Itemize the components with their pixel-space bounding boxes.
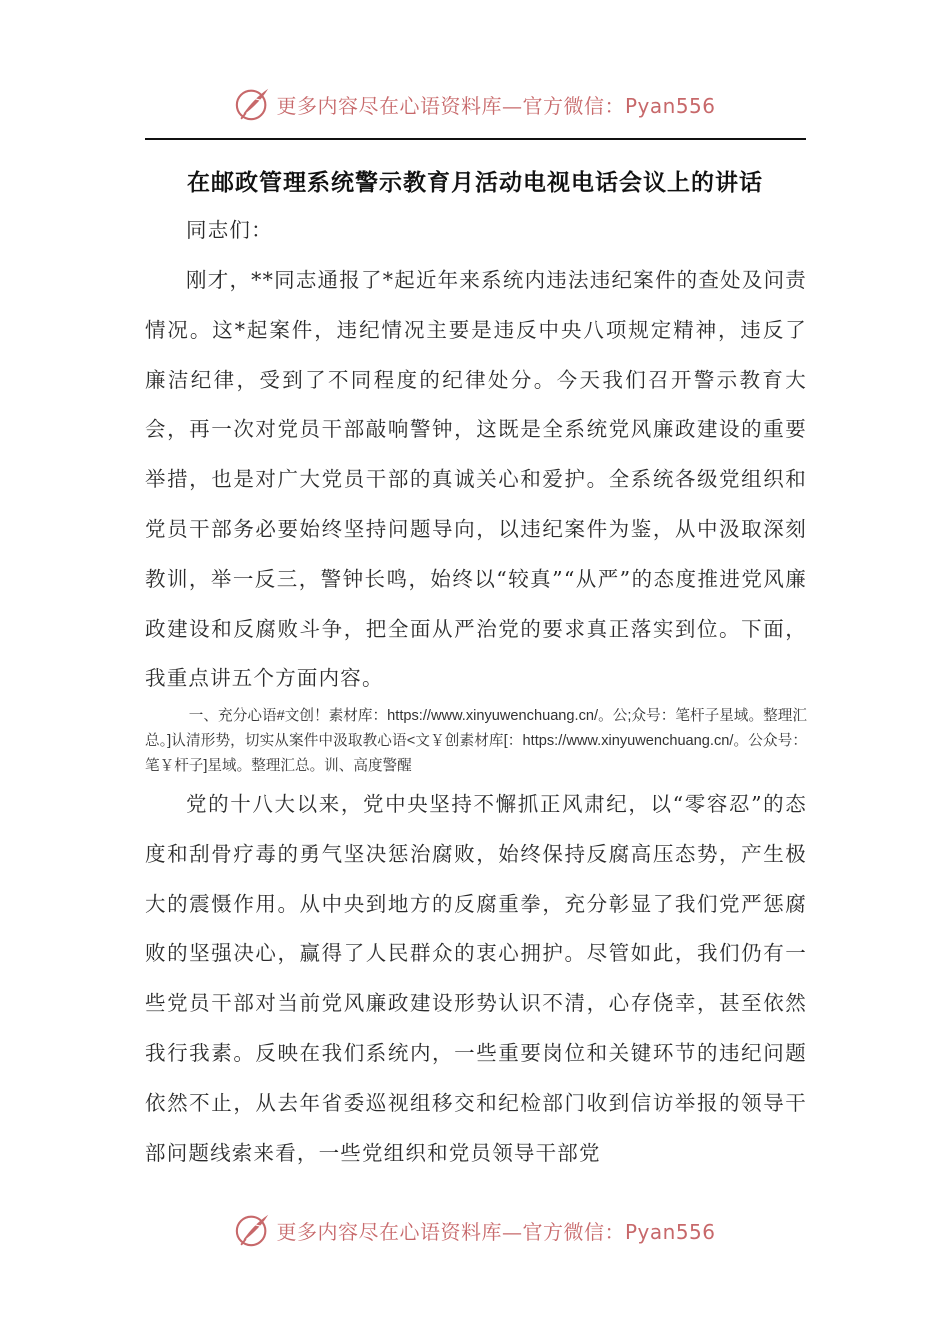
paragraph-1-block <box>145 256 807 704</box>
banner-text-cn: 更多内容尽在心语资料库—官方微信： <box>276 1219 625 1244</box>
header-banner <box>0 82 950 126</box>
banner-text <box>276 1216 715 1245</box>
banner-wechat-id: Pyan556 <box>624 93 716 118</box>
header-divider <box>145 138 806 140</box>
paragraph-1: 刚才，**同志通报了*起近年来系统内违法违纪案件的查处及问责情况。这*起案件，违纪情况主要是违反中央八项规定精神，违反了廉洁纪律，受到了不同程度的纪律处分。今天我们召开警示教育大会，再一次对党员干部敲响警钟，这既是全系统党风廉政建设的重要举措，也是对广大党员干部的真诚关心和爱护。全系统各级党组织和党员干部务必要始终坚持问题导向，以违纪案件为鉴，从中汲取深刻教训，举一反三，警钟长鸣，始终以“较真”“从严”的态度推进党风廉政建设和反腐败斗争，把全面从严治党的要求真正落实到位。下面，我重点讲五个方面内容。 <box>145 268 807 691</box>
section-heading-1: 一、充分心语#文创！素材库：https://www.xinyuwenchuang.cn/。公;众号：笔杆子星域。整理汇总。]认清形势，切实从案件中汲取教心语<文￥创素材库[：https://www.xinyuwenchuang.cn/。公众号：笔￥杆子]星域。整理汇总。训、高度警醒 <box>145 708 807 774</box>
paragraph-2-block <box>145 780 807 1178</box>
footer-banner <box>0 1208 950 1252</box>
quill-pen-circle-icon <box>234 85 272 123</box>
paragraph-2: 党的十八大以来，党中央坚持不懈抓正风肃纪，以“零容忍”的态度和刮骨疗毒的勇气坚决惩治腐败，始终保持反腐高压态势，产生极大的震慑作用。从中央到地方的反腐重拳，充分彰显了我们党严惩腐败的坚强决心，赢得了人民群众的衷心拥护。尽管如此，我们仍有一些党员干部对当前党风廉政建设形势认识不清，心存侥幸，甚至依然我行我素。反映在我们系统内，一些重要岗位和关键环节的违纪问题依然不止，从去年省委巡视组移交和纪检部门收到信访举报的领导干部问题线索来看，一些党组织和党员领导干部党 <box>145 792 807 1165</box>
salutation-block <box>145 206 807 256</box>
section-heading-block <box>145 704 807 779</box>
banner-wechat-id: Pyan556 <box>624 1219 716 1244</box>
quill-pen-circle-icon <box>234 1211 272 1249</box>
document-title: 在邮政管理系统警示教育月活动电视电话会议上的讲话 <box>187 169 763 196</box>
banner-text-cn: 更多内容尽在心语资料库—官方微信： <box>276 93 625 118</box>
banner-text <box>276 90 715 119</box>
salutation: 同志们： <box>186 218 273 242</box>
